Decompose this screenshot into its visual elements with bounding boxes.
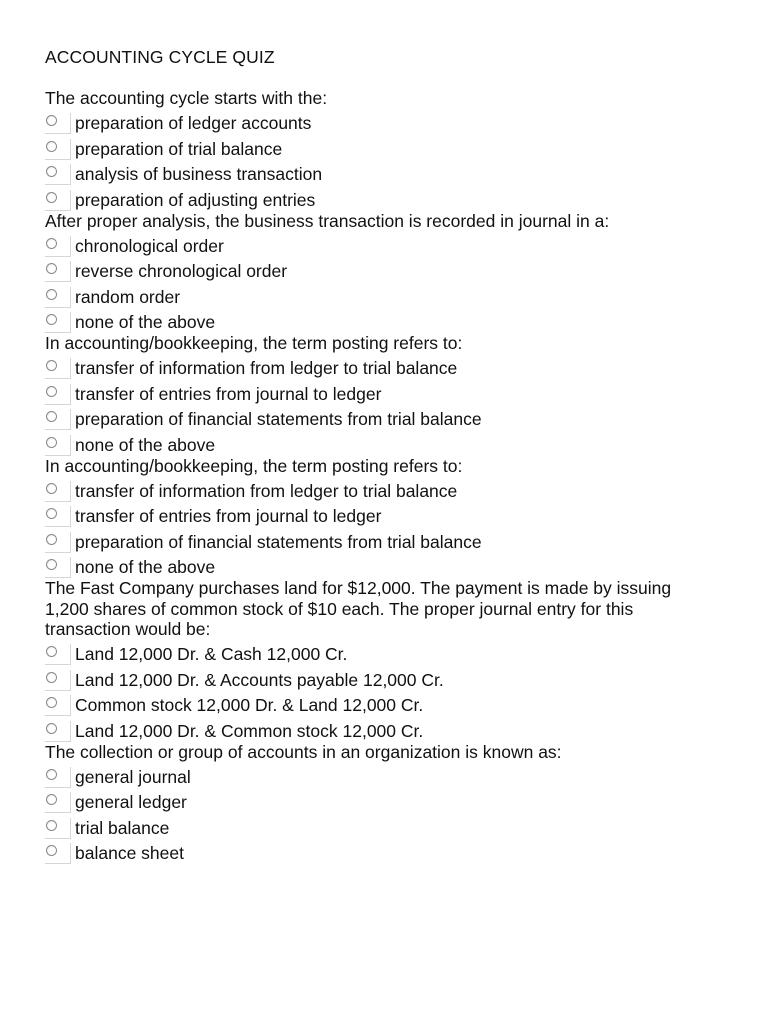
- radio-button[interactable]: [45, 506, 71, 527]
- radio-circle-icon[interactable]: [46, 794, 57, 805]
- radio-button[interactable]: [45, 695, 71, 716]
- question-text-line: The Fast Company purchases land for $12,000. The payment is made by issuing: [45, 578, 672, 598]
- radio-button[interactable]: [45, 384, 71, 405]
- option-label[interactable]: random order: [75, 286, 181, 307]
- option-item[interactable]: [45, 788, 745, 814]
- option-item[interactable]: [45, 134, 745, 160]
- option-item[interactable]: [45, 640, 745, 666]
- quiz-title: ACCOUNTING CYCLE QUIZ: [45, 47, 275, 67]
- radio-button[interactable]: [45, 261, 71, 282]
- radio-circle-icon[interactable]: [46, 289, 57, 300]
- question-6: [45, 742, 745, 865]
- radio-button[interactable]: [45, 481, 71, 502]
- radio-button[interactable]: [45, 287, 71, 308]
- radio-circle-icon[interactable]: [46, 646, 57, 657]
- radio-button[interactable]: [45, 113, 71, 134]
- option-item[interactable]: [45, 502, 745, 528]
- question-5: [45, 578, 745, 742]
- options-list: [45, 231, 745, 333]
- option-label[interactable]: Common stock 12,000 Dr. & Land 12,000 Cr.: [75, 695, 424, 715]
- option-label[interactable]: preparation of trial balance: [75, 138, 283, 159]
- radio-circle-icon[interactable]: [46, 697, 57, 708]
- option-item[interactable]: [45, 379, 745, 405]
- options-list: [45, 762, 745, 864]
- option-item[interactable]: [45, 527, 745, 553]
- option-label[interactable]: preparation of financial statements from trial balance: [75, 531, 482, 552]
- question-text: In accounting/bookkeeping, the term posting refers to:: [45, 333, 463, 353]
- radio-circle-icon[interactable]: [46, 263, 57, 274]
- option-label[interactable]: preparation of adjusting entries: [75, 189, 316, 210]
- option-label[interactable]: Land 12,000 Dr. & Common stock 12,000 Cr.: [75, 720, 424, 741]
- radio-circle-icon[interactable]: [46, 845, 57, 856]
- options-list: [45, 354, 745, 456]
- option-label[interactable]: reverse chronological order: [75, 261, 288, 281]
- option-item[interactable]: [45, 691, 745, 717]
- radio-circle-icon[interactable]: [46, 483, 57, 494]
- radio-circle-icon[interactable]: [46, 820, 57, 831]
- radio-circle-icon[interactable]: [46, 192, 57, 203]
- question-text-line: 1,200 shares of common stock of $10 each. The proper journal entry for this: [45, 598, 634, 619]
- options-list: [45, 640, 745, 742]
- radio-circle-icon[interactable]: [46, 166, 57, 177]
- radio-button[interactable]: [45, 557, 71, 578]
- radio-circle-icon[interactable]: [46, 437, 57, 448]
- option-item[interactable]: [45, 160, 745, 186]
- question-3: [45, 333, 745, 456]
- radio-button[interactable]: [45, 644, 71, 665]
- radio-button[interactable]: [45, 139, 71, 160]
- question-text-line: transaction would be:: [45, 619, 211, 639]
- option-label[interactable]: trial balance: [75, 817, 170, 838]
- option-item[interactable]: [45, 476, 745, 502]
- radio-button[interactable]: [45, 435, 71, 456]
- radio-button[interactable]: [45, 670, 71, 691]
- question-1: [45, 88, 745, 211]
- option-label[interactable]: none of the above: [75, 434, 216, 455]
- option-label[interactable]: Land 12,000 Dr. & Accounts payable 12,000 Cr.: [75, 669, 444, 690]
- radio-circle-icon[interactable]: [46, 360, 57, 371]
- option-item[interactable]: [45, 257, 745, 283]
- option-label[interactable]: Land 12,000 Dr. & Cash 12,000 Cr.: [75, 644, 348, 664]
- option-label[interactable]: none of the above: [75, 312, 216, 332]
- radio-circle-icon[interactable]: [46, 115, 57, 126]
- option-item[interactable]: [45, 716, 745, 742]
- option-item[interactable]: [45, 839, 745, 865]
- option-label[interactable]: preparation of financial statements from trial balance: [75, 409, 482, 429]
- option-label[interactable]: transfer of entries from journal to ledger: [75, 506, 382, 526]
- option-label[interactable]: chronological order: [75, 235, 224, 256]
- question-text: The accounting cycle starts with the:: [45, 88, 328, 108]
- option-label[interactable]: transfer of entries from journal to ledger: [75, 383, 382, 404]
- option-item[interactable]: [45, 185, 745, 211]
- radio-button[interactable]: [45, 312, 71, 333]
- option-label[interactable]: balance sheet: [75, 843, 184, 863]
- option-item[interactable]: [45, 109, 745, 135]
- radio-button[interactable]: [45, 792, 71, 813]
- option-label[interactable]: transfer of information from ledger to trial balance: [75, 480, 458, 501]
- option-label[interactable]: preparation of ledger accounts: [75, 113, 312, 133]
- radio-button[interactable]: [45, 818, 71, 839]
- question-text: After proper analysis, the business transaction is recorded in journal in a:: [45, 210, 610, 231]
- radio-button[interactable]: [45, 358, 71, 379]
- option-label[interactable]: general ledger: [75, 792, 187, 812]
- radio-circle-icon[interactable]: [46, 534, 57, 545]
- option-item[interactable]: [45, 553, 745, 579]
- radio-button[interactable]: [45, 190, 71, 211]
- radio-circle-icon[interactable]: [46, 386, 57, 397]
- option-label[interactable]: none of the above: [75, 557, 216, 577]
- option-item[interactable]: [45, 665, 745, 691]
- option-label[interactable]: analysis of business transaction: [75, 164, 323, 184]
- radio-circle-icon[interactable]: [46, 238, 57, 249]
- options-list: [45, 109, 745, 211]
- radio-button[interactable]: [45, 164, 71, 185]
- radio-button[interactable]: [45, 843, 71, 864]
- radio-circle-icon[interactable]: [46, 769, 57, 780]
- option-item[interactable]: [45, 231, 745, 257]
- question-text: In accounting/bookkeeping, the term posting refers to:: [45, 455, 463, 476]
- radio-button[interactable]: [45, 767, 71, 788]
- radio-circle-icon[interactable]: [46, 141, 57, 152]
- option-label[interactable]: general journal: [75, 766, 191, 787]
- option-item[interactable]: [45, 405, 745, 431]
- radio-circle-icon[interactable]: [46, 508, 57, 519]
- radio-button[interactable]: [45, 409, 71, 430]
- question-4: [45, 456, 745, 579]
- radio-circle-icon[interactable]: [46, 559, 57, 570]
- option-item[interactable]: [45, 813, 745, 839]
- quiz-page: [45, 46, 745, 864]
- radio-circle-icon[interactable]: [46, 314, 57, 325]
- radio-button[interactable]: [45, 532, 71, 553]
- radio-button[interactable]: [45, 721, 71, 742]
- option-item[interactable]: [45, 354, 745, 380]
- option-label[interactable]: transfer of information from ledger to trial balance: [75, 358, 458, 378]
- radio-circle-icon[interactable]: [46, 411, 57, 422]
- option-item[interactable]: [45, 762, 745, 788]
- option-item[interactable]: [45, 282, 745, 308]
- radio-circle-icon[interactable]: [46, 672, 57, 683]
- radio-circle-icon[interactable]: [46, 723, 57, 734]
- question-text: The collection or group of accounts in an organization is known as:: [45, 741, 562, 762]
- question-2: [45, 211, 745, 334]
- radio-button[interactable]: [45, 236, 71, 257]
- option-item[interactable]: [45, 308, 745, 334]
- options-list: [45, 476, 745, 578]
- option-item[interactable]: [45, 430, 745, 456]
